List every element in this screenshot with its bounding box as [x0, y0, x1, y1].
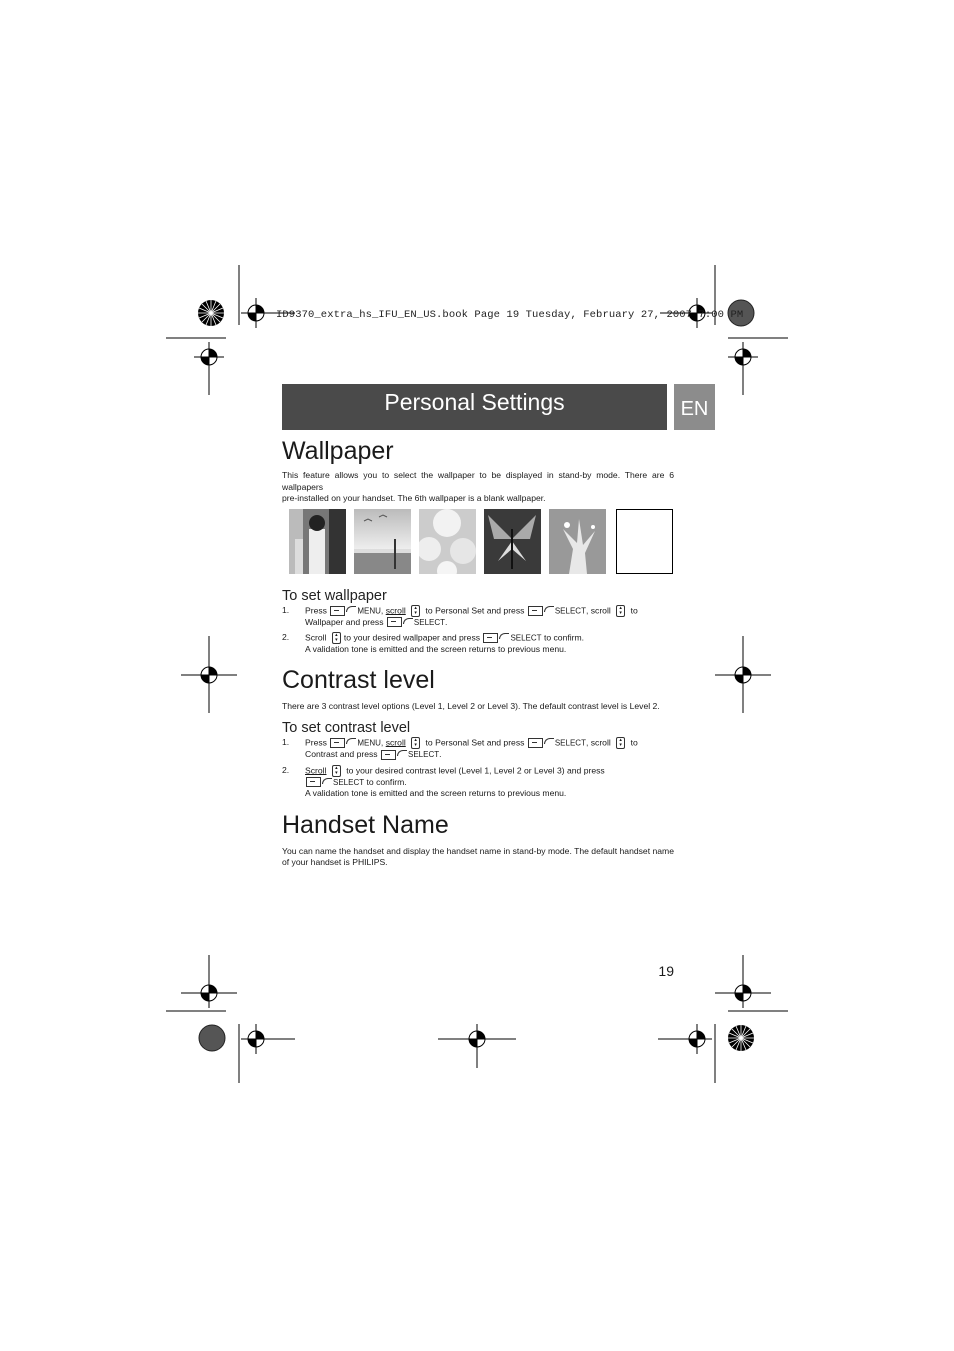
right-softkey-icon: [528, 606, 543, 616]
contrast-intro: There are 3 contrast level options (Level 1, Level 2 or Level 3). The default contrast level is Level 2.: [282, 700, 660, 711]
right-softkey-icon: [306, 777, 321, 787]
wallpaper-thumb-1: [289, 509, 346, 574]
list-item: 1. Press MENU, scroll ▴ ▾ to Personal Set and press SELECT, scroll ▴ ▾ to Wallpaper and press SELECT.: [282, 604, 638, 627]
handset-name-heading: Handset Name: [282, 810, 449, 839]
wallpaper-thumb-5: [549, 509, 606, 574]
navigation-key-icon: ▴ ▾: [616, 605, 625, 617]
contrast-heading: Contrast level: [282, 665, 435, 694]
banner-title: Personal Settings: [384, 389, 565, 415]
left-softkey-icon: [330, 738, 345, 748]
right-softkey-icon: [381, 750, 396, 760]
set-wallpaper-heading: To set wallpaper: [282, 587, 387, 604]
wallpaper-heading: Wallpaper: [282, 437, 394, 465]
wallpaper-intro: This feature allows you to select the wallpaper to be displayed in stand-by mode. There are 6 wallpapers: [282, 470, 674, 492]
navigation-key-icon: ▴ ▾: [332, 765, 341, 777]
wallpaper-thumbnails: [282, 509, 674, 576]
navigation-key-icon: ▴ ▾: [616, 737, 625, 749]
list-item: 2. Scroll ▴ ▾ to your desired contrast level (Level 1, Level 2 or Level 3) and press SELECT to confirm. A validation tone is emitted and the screen returns to previous menu.: [282, 764, 605, 798]
wallpaper-thumb-4: [484, 509, 541, 574]
section-banner: [282, 384, 667, 430]
page-content: [282, 436, 674, 869]
right-softkey-icon: [483, 633, 498, 643]
handset-name-intro: You can name the handset and display the handset name in stand-by mode. The default handset name of your handset is PHILIPS.: [282, 845, 674, 867]
language-tab: [674, 384, 715, 430]
wallpaper-intro-2: pre-installed on your handset. The 6th wallpaper is a blank wallpaper.: [282, 493, 546, 503]
wallpaper-thumb-2: [354, 509, 411, 574]
page-number: 19: [658, 963, 674, 979]
left-softkey-icon: [330, 606, 345, 616]
set-wallpaper-steps: [282, 605, 674, 656]
list-item: 2. Scroll ▴ ▾ to your desired wallpaper and press SELECT to confirm. A validation tone is emitted and the screen returns to previous menu.: [282, 632, 585, 654]
language-tab-label: EN: [680, 398, 709, 420]
right-softkey-icon: [387, 617, 402, 627]
print-header: ID9370_extra_hs_IFU_EN_US.book Page 19 Tuesday, February 27, 2007 7:00 PM: [276, 309, 744, 321]
navigation-key-icon: ▴ ▾: [411, 737, 420, 749]
wallpaper-thumb-3: [419, 509, 476, 574]
wallpaper-thumb-blank: [616, 509, 673, 574]
navigation-key-icon: ▴ ▾: [411, 605, 420, 617]
right-softkey-icon: [528, 738, 543, 748]
list-item: 1. Press MENU, scroll ▴ ▾ to Personal Set and press SELECT, scroll ▴ ▾ to Contrast and press SELECT.: [282, 737, 638, 759]
set-contrast-heading: To set contrast level: [282, 720, 411, 736]
navigation-key-icon: ▴ ▾: [332, 632, 341, 644]
set-contrast-steps: [282, 737, 674, 800]
